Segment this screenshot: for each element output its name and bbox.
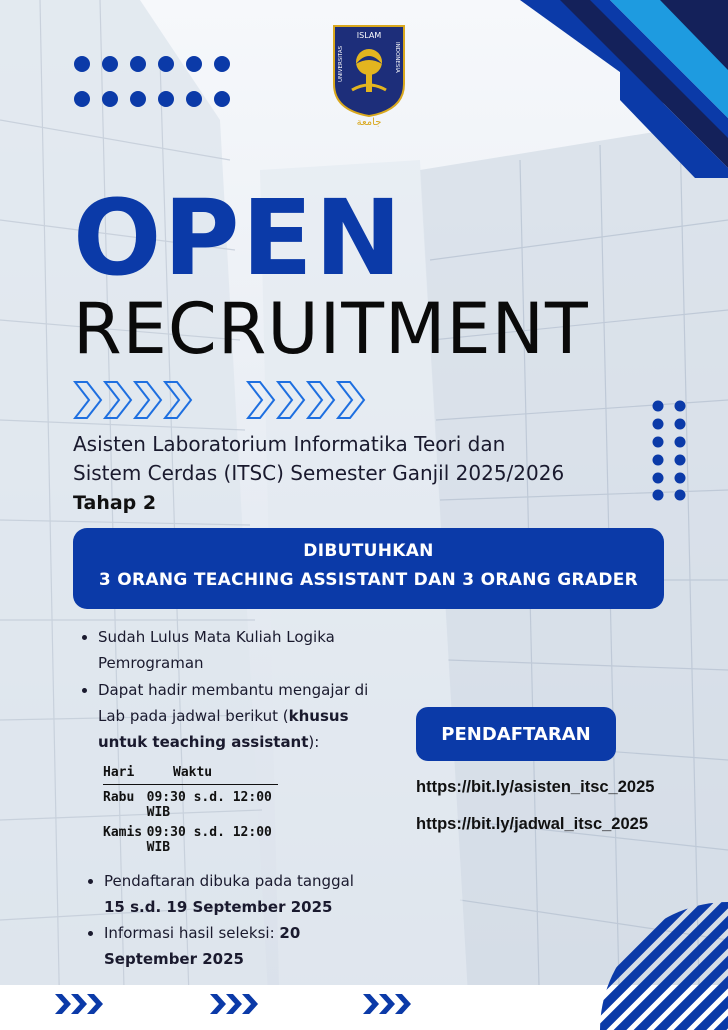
chevron-outline-decoration-left: [73, 380, 193, 420]
registration-link[interactable]: https://bit.ly/asisten_itsc_2025: [416, 778, 655, 796]
banner-heading: DIBUTUHKAN: [303, 541, 434, 561]
subtitle-line-2: Sistem Cerdas (ITSC) Semester Ganjil 2025/2026: [73, 461, 565, 485]
title-open: OPEN: [73, 177, 404, 299]
requirements-list: [82, 624, 382, 756]
university-logo: [332, 24, 406, 128]
needed-banner: [73, 528, 664, 609]
registration-info-list: [88, 868, 388, 972]
requirement-item: • Sudah Lulus Mata Kuliah Logika Pemrograman: [98, 624, 382, 676]
registration-button[interactable]: PENDAFTARAN: [416, 707, 616, 761]
svg-text:ISLAM: ISLAM: [356, 31, 382, 40]
vertical-dot-decoration: [650, 398, 690, 502]
svg-text:INDONESIA: INDONESIA: [394, 42, 400, 73]
chevron-icon: [210, 992, 260, 1016]
svg-text:UNIVERSITAS: UNIVERSITAS: [338, 45, 344, 82]
schedule-row: Rabu 09:30 s.d. 12:00 WIB: [103, 790, 272, 820]
chevron-outline-decoration-right: [246, 380, 366, 420]
info-item: • Pendaftaran dibuka pada tanggal 15 s.d. 19 September 2025: [104, 868, 388, 920]
schedule-link[interactable]: https://bit.ly/jadwal_itsc_2025: [416, 815, 648, 833]
corner-stripes-decoration-bottom: [540, 900, 728, 1030]
schedule-table: [103, 765, 278, 855]
schedule-col-day: Hari: [103, 765, 135, 780]
dot-grid-decoration: [73, 54, 233, 110]
schedule-header: [103, 765, 278, 785]
logo-arabic-script: جامعة: [356, 117, 382, 128]
requirement-item: • Dapat hadir membantu mengajar di Lab pada jadwal berikut (khusus untuk teaching assistant):: [98, 677, 382, 755]
schedule-col-time: Waktu: [173, 765, 213, 780]
position-subtitle: [73, 430, 613, 488]
chevron-icon: [55, 992, 105, 1016]
chevron-icon: [363, 992, 413, 1016]
info-item: • Informasi hasil seleksi: 20 September 2025: [104, 920, 388, 972]
stage-label: Tahap 2: [73, 492, 157, 514]
banner-positions: 3 ORANG TEACHING ASSISTANT DAN 3 ORANG GRADER: [98, 570, 639, 590]
corner-stripes-decoration: [500, 0, 728, 200]
schedule-row: Kamis 09:30 s.d. 12:00 WIB: [103, 825, 272, 855]
title-recruitment: RECRUITMENT: [73, 288, 589, 370]
subtitle-line-1: Asisten Laboratorium Informatika Teori dan: [73, 432, 506, 456]
